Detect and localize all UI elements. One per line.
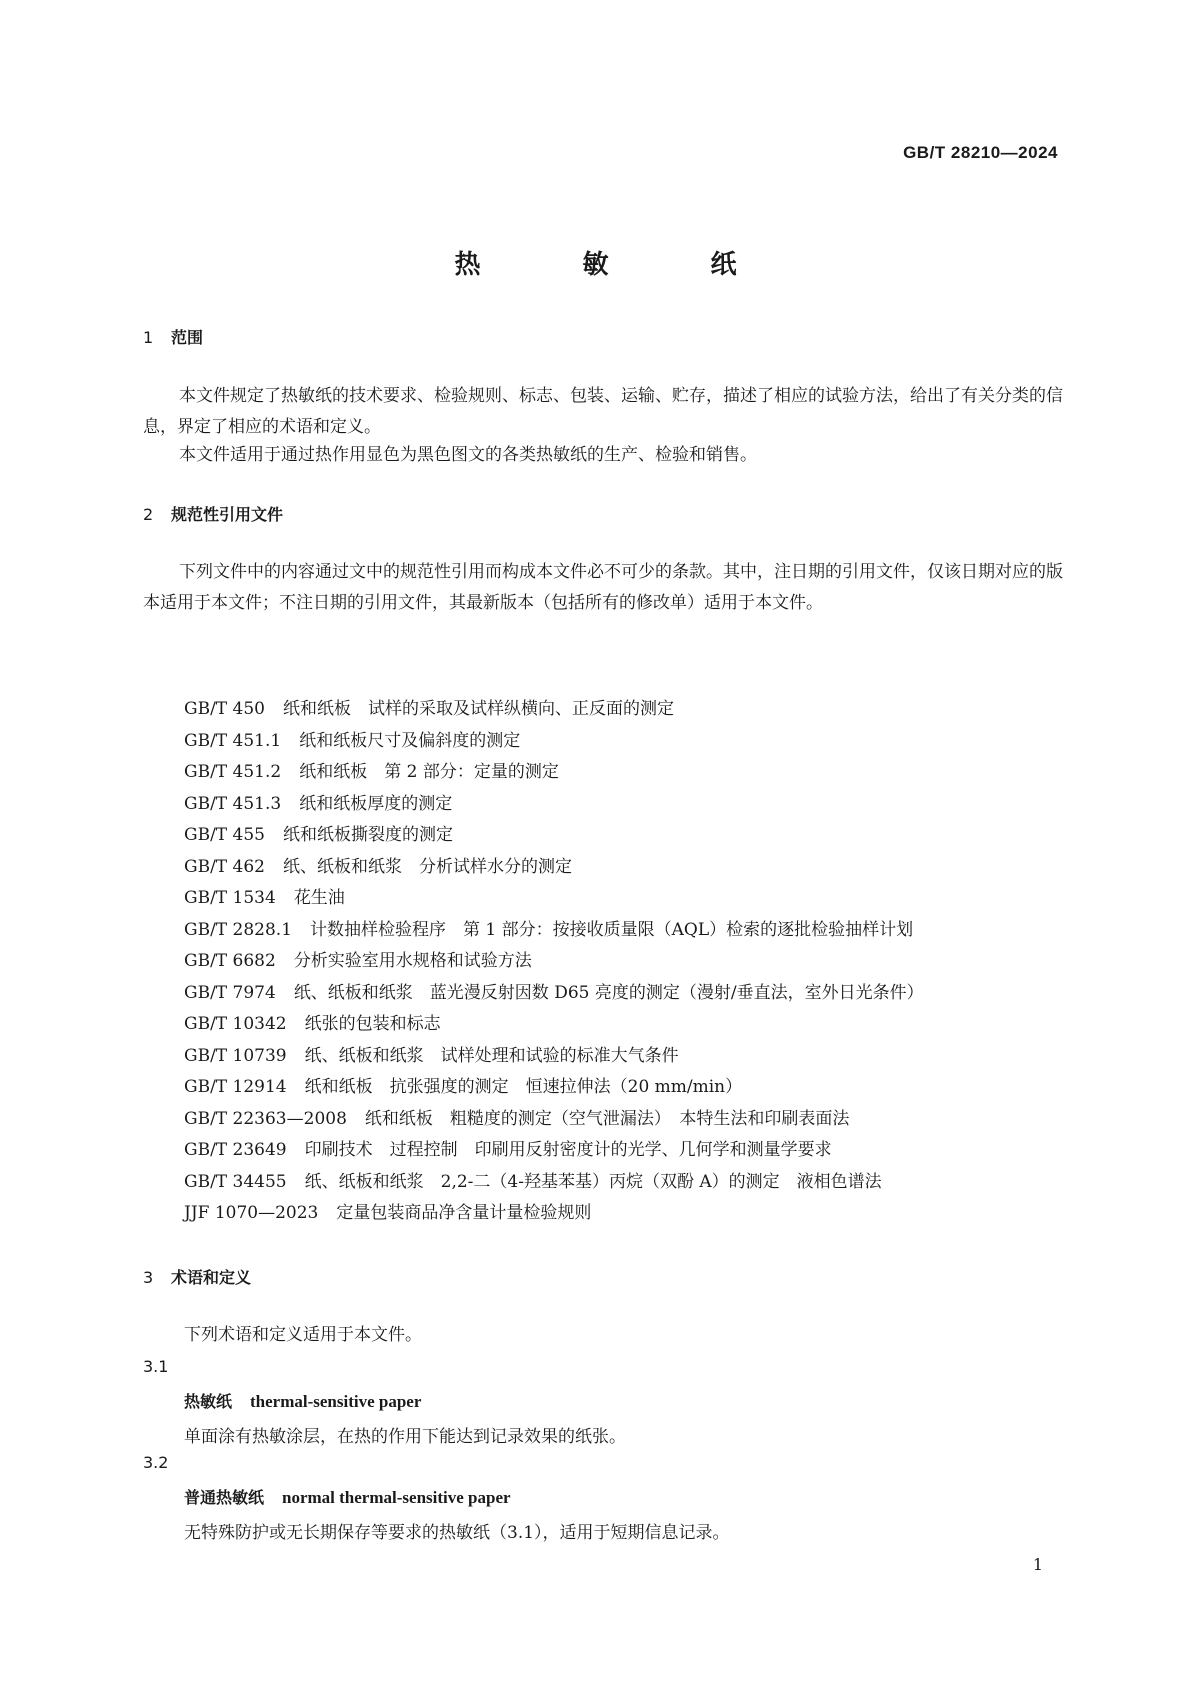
term-number: 3.2 (143, 1453, 169, 1472)
reference-title: 纸、纸板和纸浆 2,2-二（4-羟基苯基）丙烷（双酚 A）的测定 液相色谱法 (304, 1171, 882, 1192)
reference-title: 纸和纸板厚度的测定 (299, 793, 453, 814)
reference-title: 纸和纸板 第 2 部分：定量的测定 (299, 762, 559, 782)
reference-title: 纸和纸板尺寸及偏斜度的测定 (299, 730, 521, 751)
term-definition: 单面涂有热敏涂层，在热的作用下能达到记录效果的纸张。 (184, 1427, 626, 1447)
page-title: 热 敏 纸 (454, 250, 775, 280)
reference-item (184, 978, 924, 1010)
reference-title: 纸和纸板 试样的采取及试样纵横向、正反面的测定 (283, 699, 674, 719)
reference-code: GB/T 34455 (184, 1171, 287, 1192)
reference-item (184, 1198, 924, 1230)
section-title: 术语和定义 (171, 1268, 252, 1287)
reference-code: JJF 1070—2023 (184, 1203, 319, 1223)
reference-item (184, 852, 924, 884)
section-number: 1 (143, 328, 154, 347)
reference-item (184, 946, 924, 978)
reference-title: 纸和纸板 粗糙度的测定（空气泄漏法） 本特生法和印刷表面法 (364, 1108, 850, 1129)
reference-item (184, 726, 924, 758)
reference-title: 计数抽样检验程序 第 1 部分：按接收质量限（AQL）检索的逐批检验抽样计划 (310, 919, 914, 940)
reference-item (184, 1104, 924, 1136)
reference-code: GB/T 10342 (184, 1014, 287, 1034)
reference-item (184, 789, 924, 821)
section-title: 范围 (171, 328, 204, 347)
reference-code: GB/T 451.2 (184, 762, 282, 782)
reference-code: GB/T 451.3 (184, 793, 282, 814)
reference-item (184, 1135, 924, 1167)
reference-code: GB/T 10739 (184, 1045, 287, 1066)
standard-code: GB/T 28210—2024 (903, 143, 1058, 162)
reference-code: GB/T 2828.1 (184, 919, 293, 940)
reference-code: GB/T 22363—2008 (184, 1108, 347, 1129)
term-heading (184, 1389, 421, 1412)
reference-title: 分析实验室用水规格和试验方法 (293, 951, 532, 971)
page-number: 1 (1032, 1555, 1043, 1574)
reference-title: 纸、纸板和纸浆 分析试样水分的测定 (283, 856, 572, 877)
reference-item (184, 915, 924, 947)
reference-item (184, 820, 924, 852)
reference-code: GB/T 6682 (184, 951, 276, 971)
section-number: 2 (143, 505, 154, 524)
scope-paragraph-2: 本文件适用于通过热作用显色为黑色图文的各类热敏纸的生产、检验和销售。 (179, 445, 757, 465)
section-3-heading (143, 1265, 251, 1288)
terms-intro: 下列术语和定义适用于本文件。 (184, 1325, 422, 1345)
term-definition: 无特殊防护或无长期保存等要求的热敏纸（3.1），适用于短期信息记录。 (184, 1523, 730, 1543)
reference-title: 纸和纸板 抗张强度的测定 恒速拉伸法（20 mm/min） (304, 1077, 743, 1097)
reference-title: 定量包装商品净含量计量检验规则 (336, 1203, 592, 1223)
reference-item (184, 757, 924, 789)
reference-item (184, 1009, 924, 1041)
scope-paragraph-1: 本文件规定了热敏纸的技术要求、检验规则、标志、包装、运输、贮存，描述了相应的试验方法，给出了有关分类的信息，界定了相应的术语和定义。 (143, 386, 1063, 437)
references-intro: 下列文件中的内容通过文中的规范性引用而构成本文件必不可少的条款。其中，注日期的引用文件，仅该日期对应的版本适用于本文件；不注日期的引用文件，其最新版本（包括所有的修改单）适用于本文件。 (143, 562, 1063, 613)
reference-code: GB/T 455 (184, 825, 265, 845)
reference-item (184, 883, 924, 915)
reference-code: GB/T 450 (184, 699, 265, 719)
reference-code: GB/T 451.1 (184, 730, 282, 751)
term-en: thermal-sensitive paper (250, 1392, 422, 1411)
term-number: 3.1 (143, 1357, 169, 1376)
reference-code: GB/T 7974 (184, 982, 276, 1003)
section-title: 规范性引用文件 (171, 505, 284, 524)
reference-code: GB/T 1534 (184, 888, 276, 908)
term-zh: 普通热敏纸 (184, 1488, 265, 1507)
reference-item (184, 1072, 924, 1104)
section-number: 3 (143, 1268, 154, 1287)
section-1-heading (143, 325, 203, 348)
reference-item (184, 1041, 924, 1073)
section-2-heading (143, 502, 283, 525)
term-heading (184, 1485, 511, 1508)
reference-code: GB/T 23649 (184, 1140, 287, 1160)
term-zh: 热敏纸 (184, 1392, 233, 1411)
reference-title: 花生油 (293, 888, 345, 908)
reference-title: 纸和纸板撕裂度的测定 (283, 825, 453, 845)
reference-list (184, 694, 924, 1230)
reference-item (184, 694, 924, 726)
reference-code: GB/T 12914 (184, 1077, 287, 1097)
reference-title: 纸、纸板和纸浆 蓝光漫反射因数 D65 亮度的测定（漫射/垂直法，室外日光条件） (293, 982, 924, 1003)
term-en: normal thermal-sensitive paper (282, 1488, 511, 1507)
reference-title: 印刷技术 过程控制 印刷用反射密度计的光学、几何学和测量学要求 (304, 1140, 832, 1160)
reference-item (184, 1167, 924, 1199)
reference-code: GB/T 462 (184, 856, 265, 877)
reference-title: 纸、纸板和纸浆 试样处理和试验的标准大气条件 (304, 1045, 679, 1066)
reference-title: 纸张的包装和标志 (304, 1014, 441, 1034)
